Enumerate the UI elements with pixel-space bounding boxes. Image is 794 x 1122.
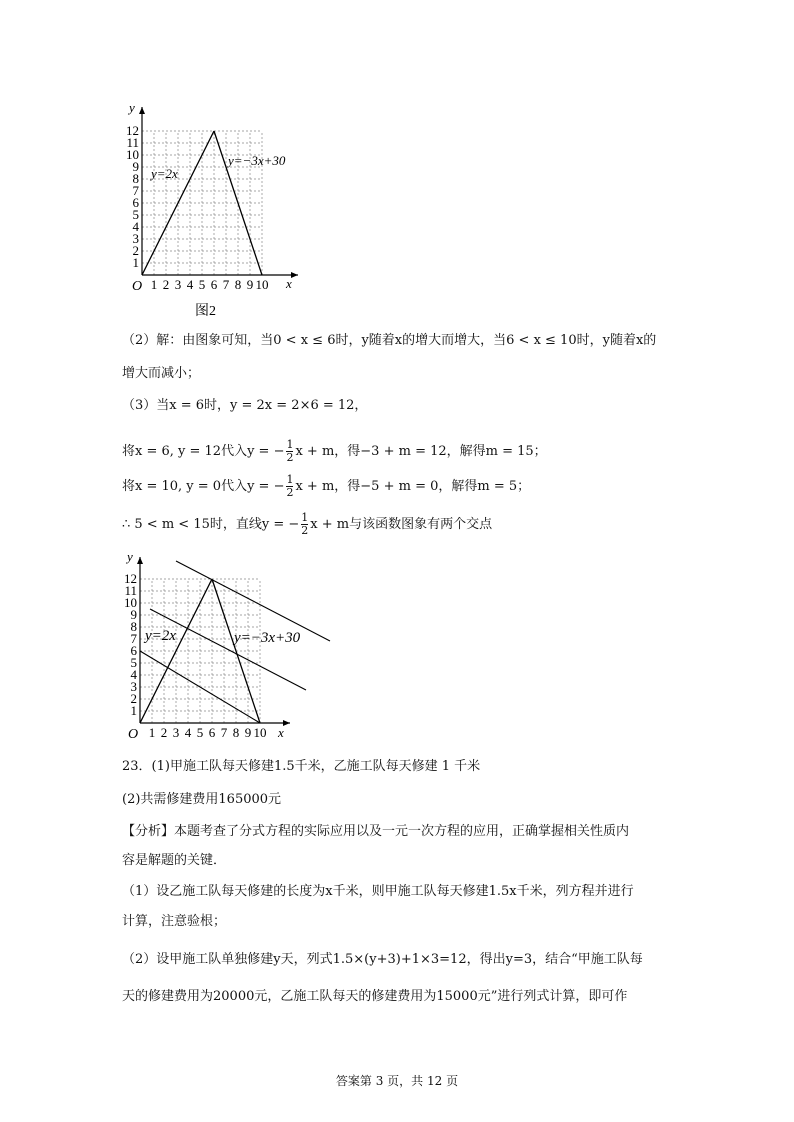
- y-tick-label: 10: [124, 595, 137, 610]
- x-tick-label: 2: [160, 725, 168, 740]
- y-tick-label: 1: [132, 255, 139, 270]
- part3-line3-b: x + m，得−5 + m = 0，解得m = 5；: [295, 479, 531, 494]
- line-m-21: [176, 561, 330, 641]
- fraction-1-2: [301, 512, 308, 537]
- line-m-15: [150, 609, 306, 690]
- y-axis-arrow: [137, 557, 143, 564]
- x-tick-label: 4: [184, 725, 192, 740]
- x-tick-label: 7: [222, 277, 230, 292]
- part3-line2: [122, 439, 547, 464]
- fraction-1-2: [286, 439, 293, 464]
- q23-analysis-line1: 【分析】本题考查了分式方程的实际应用以及一元一次方程的应用，正确掌握相关性质内: [122, 824, 630, 839]
- origin-label: O: [132, 279, 143, 294]
- y-tick-label: 8: [130, 619, 137, 634]
- part3-line4: [122, 512, 492, 537]
- figure-caption: 图2: [195, 304, 216, 319]
- x-tick-label: 5: [198, 277, 206, 292]
- fraction-denominator: 2: [286, 451, 294, 464]
- y-tick-label: 4: [130, 667, 137, 682]
- x-tick-label: 9: [244, 725, 252, 740]
- x-axis-arrow: [291, 272, 298, 278]
- y-axis-arrow: [139, 107, 145, 114]
- y-axis-label: y: [127, 549, 133, 564]
- part3-line4-a: ∴ 5 < m < 15时，直线y = −: [122, 517, 300, 532]
- q23-step1-line1: （1）设乙施工队每天修建的长度为x千米，则甲施工队每天修建1.5x千米，列方程并进行: [122, 884, 634, 899]
- part2-line1: （2）解：由图象可知，当0 < x ≤ 6时，y随着x的增大而增大，当6 < x ≤ 10时，y随着x的: [122, 333, 657, 348]
- label-y-neg3x-30: y=−3x+30: [228, 153, 286, 168]
- part2-line2: 增大而减小；: [122, 366, 201, 381]
- grid: [140, 579, 260, 723]
- y-tick-label: 9: [130, 607, 137, 622]
- x-axis-label: x: [286, 276, 292, 291]
- x-tick-label: 9: [246, 277, 254, 292]
- x-tick-label: 10: [255, 277, 269, 292]
- x-tick-label: 2: [162, 277, 170, 292]
- fraction-1-2: [286, 474, 293, 499]
- y-tick-label: 10: [126, 147, 139, 162]
- origin-label: O: [128, 727, 139, 742]
- q23-analysis-line2: 容是解题的关键．: [122, 853, 227, 868]
- part3-line1: （3）当x = 6时，y = 2x = 2×6 = 12，: [122, 398, 368, 413]
- x-tick-label: 1: [148, 725, 156, 740]
- x-tick-label: 8: [232, 725, 240, 740]
- q23-answer-2: (2)共需修建费用165000元: [122, 792, 282, 807]
- y-tick-label: 12: [126, 123, 139, 138]
- q23-step1-line2: 计算，注意验根；: [122, 914, 227, 929]
- x-tick-label: 7: [220, 725, 228, 740]
- y-tick-label: 12: [124, 571, 137, 586]
- part3-line3-a: 将x = 10, y = 0代入y = −: [122, 479, 285, 494]
- label-y-2x: y=2x: [145, 628, 176, 644]
- y-tick-label: 1: [130, 703, 137, 718]
- y-tick-label: 5: [132, 207, 139, 222]
- q23-answer-1: 23．(1)甲施工队每天修建1.5千米，乙施工队每天修建 1 千米: [122, 759, 481, 774]
- q23-step2-line2: 天的修建费用为20000元，乙施工队每天的修建费用为15000元”进行列式计算，即可作: [122, 989, 628, 1004]
- fraction-numerator: 1: [286, 473, 294, 486]
- x-tick-label: 6: [210, 277, 218, 292]
- x-axis-arrow: [283, 720, 290, 726]
- y-axis-label: y: [129, 100, 135, 115]
- y-tick-label: 6: [130, 643, 137, 658]
- y-tick-label: 7: [130, 631, 137, 646]
- y-tick-label: 6: [132, 195, 139, 210]
- x-tick-label: 1: [150, 277, 158, 292]
- y-tick-label: 7: [132, 183, 139, 198]
- figure-1-graph: [110, 95, 310, 325]
- y-tick-label: 2: [132, 243, 139, 258]
- part3-line2-b: x + m，得−3 + m = 12，解得m = 15；: [295, 444, 547, 459]
- fraction-numerator: 1: [286, 438, 294, 451]
- fraction-numerator: 1: [301, 511, 309, 524]
- x-tick-label: 10: [253, 725, 267, 740]
- figure-2-graph: [110, 545, 350, 745]
- q23-step2-line1: （2）设甲施工队单独修建y天，列式1.5×(y+3)+1×3=12，得出y=3，结合“甲施工队每: [122, 952, 643, 967]
- y-tick-labels: [126, 123, 140, 270]
- part3-line2-a: 将x = 6, y = 12代入y = −: [122, 444, 285, 459]
- fraction-denominator: 2: [286, 486, 294, 499]
- fraction-denominator: 2: [301, 524, 309, 537]
- y-tick-label: 11: [126, 135, 139, 150]
- x-tick-label: 5: [196, 725, 204, 740]
- y-tick-label: 9: [132, 159, 139, 174]
- x-tick-labels: [151, 277, 269, 292]
- y-tick-label: 8: [132, 171, 139, 186]
- part3-line3: [122, 474, 530, 499]
- label-y-2x: y=2x: [151, 166, 178, 181]
- y-tick-label: 2: [130, 691, 137, 706]
- x-tick-labels: [149, 725, 267, 740]
- page-footer: 答案第 3 页，共 12 页: [335, 1074, 459, 1088]
- x-tick-label: 4: [186, 277, 194, 292]
- y-tick-label: 11: [124, 583, 137, 598]
- x-tick-label: 6: [208, 725, 216, 740]
- x-tick-label: 8: [234, 277, 242, 292]
- y-tick-label: 5: [130, 655, 137, 670]
- label-y-neg3x-30: y=−3x+30: [234, 630, 301, 646]
- y-tick-label: 3: [130, 679, 137, 694]
- y-tick-label: 4: [132, 219, 139, 234]
- y-tick-label: 3: [132, 231, 139, 246]
- x-tick-label: 3: [172, 725, 180, 740]
- y-tick-labels: [124, 571, 138, 718]
- x-axis-label: x: [278, 725, 284, 740]
- x-tick-label: 3: [174, 277, 182, 292]
- part3-line4-b: x + m与该函数图象有两个交点: [310, 517, 493, 532]
